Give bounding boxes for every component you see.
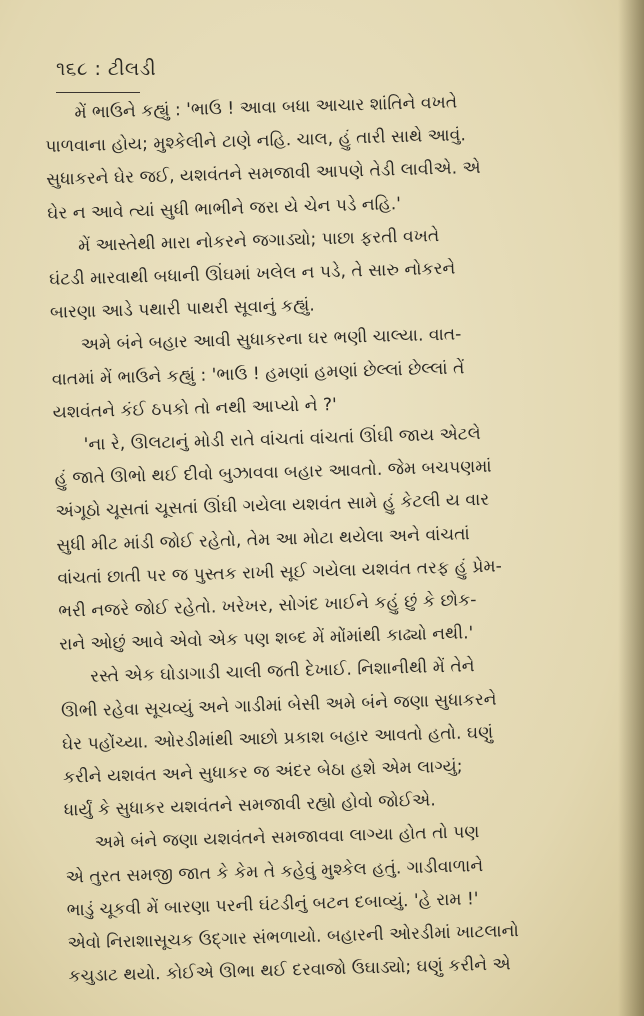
chapter-title: ટીલડી bbox=[107, 58, 157, 80]
body-text bbox=[44, 82, 637, 994]
text-line: પાળવાના હોય; મુશ્કેલીને ટાણે નહિ. ચાલ, હું તારી સાથે આવું. bbox=[45, 125, 467, 158]
text-line: અમે બંને બહાર આવી સુધાકરના ઘર ભણી ચાલ્યા. વાત- bbox=[80, 324, 462, 356]
text-line: મેં આસ્તેથી મારા નોકરને જગાડ્યો; પાછા ફરતી વખતે bbox=[77, 225, 440, 256]
page-header bbox=[56, 58, 156, 80]
text-line: યશવંતને કંઈ ઠપકો તો નથી આપ્યો ને ?' bbox=[52, 394, 338, 423]
text-line: સુધાકરને ઘેર જઈ, યશવંતને સમજાવી આપણે તેડી લાવીએ. એ bbox=[46, 158, 481, 191]
text-line: મેં ભાઉને કહ્યું : 'ભાઉ ! આવા બધા આચાર શાંતિને વખતે bbox=[74, 92, 458, 124]
text-line: ભાડું ચૂકવી મેં બારણા પરની ઘંટડીનું બટન દબાવ્યું. 'હે રામ !' bbox=[66, 889, 479, 921]
page-edge-shadow bbox=[618, 0, 644, 1016]
text-line: ઊભી રહેવા સૂચવ્યું અને ગાડીમાં બેસી અમે બંને જણા સુધાકરને bbox=[60, 689, 497, 722]
text-line: રસ્તે એક ઘોડાગાડી ચાલી જતી દેખાઈ. નિશાનીથી મેં તેને bbox=[89, 656, 475, 688]
text-line: બારણા આડે પથારી પાથરી સૂવાનું કહ્યું. bbox=[49, 295, 316, 324]
page-number: ૧૬૮ bbox=[56, 58, 88, 80]
text-line: સુધી મીટ માંડી જોઈ રહેતો, તેમ આ મોટા થયેલા અને વાંચતાં bbox=[56, 523, 470, 556]
text-line: હું જાતે ઊભો થઈ દીવો બુઝાવવા બહાર આવતો. જેમ બચપણમાં bbox=[54, 456, 492, 490]
text-line: અમે બંને જણા યશવંતને સમજાવવા લાગ્યા હોત તો પણ bbox=[94, 822, 480, 854]
header-separator: : bbox=[94, 58, 102, 80]
text-line: ઘેર ન આવે ત્યાં સુધી ભાભીને જરા યે ચેન પડે નહિ.' bbox=[46, 193, 402, 224]
text-line: વાતમાં મેં ભાઉને કહ્યું : 'ભાઉ ! હમણાં હમણાં છેલ્લાં છેલ્લાં તેં bbox=[51, 357, 465, 390]
text-line: વાંચતાં છાતી પર જ પુસ્તક રાખી સૂઈ ગયેલા યશવંત તરફ હું પ્રેમ- bbox=[57, 556, 503, 589]
text-line: રાને ઓછું આવે એવો એક પણ શબ્દ મેં મોંમાંથી કાઢ્યો નથી.' bbox=[59, 623, 474, 656]
text-line: અંગૂઠો ચૂસતાં ચૂસતાં ઊંઘી ગયેલા યશવંત સામે હું કેટલી ય વાર bbox=[55, 490, 490, 523]
text-line: ઘંટડી મારવાથી બધાની ઊંઘમાં ખલેલ ન પડે, તે સારુ નોકરને bbox=[48, 258, 456, 290]
text-line: ઘેર પહોંચ્યા. ઓરડીમાંથી આછો પ્રકાશ બહાર આવતો હતો. ઘણું bbox=[61, 722, 494, 755]
text-line: ભરી નજરે જોઈ રહેતો. ખરેખર, સોગંદ ખાઈને કહું છું કે છોક- bbox=[58, 590, 477, 622]
text-line: એ તુરત સમજી જાત કે કેમ તે કહેવું મુશ્કેલ હતું. ગાડીવાળાને bbox=[65, 855, 484, 888]
text-line: 'ના રે, ઊલટાનું મોડી રાતે વાંચતાં વાંચતાં ઊંઘી જાય એટલે bbox=[83, 423, 482, 456]
text-line: એવો નિરાશાસૂચક ઉદ્‌ગાર સંભળાયો. બહારની ઓરડીમાં ખાટલાનો bbox=[67, 921, 520, 954]
text-line: કચુડાટ થયો. કોઈએ ઊભા થઈ દરવાજો ઉઘાડ્યો; ઘણું કરીને એ bbox=[68, 954, 511, 987]
text-line: ધાર્યું કે સુધાકર યશવંતને સમજાવી રહ્યો હોવો જોઈએ. bbox=[63, 790, 436, 821]
text-line: કરીને યશવંત અને સુધાકર જ અંદર બેઠા હશે એમ લાગ્યું; bbox=[62, 756, 463, 788]
header-underline bbox=[56, 88, 140, 93]
